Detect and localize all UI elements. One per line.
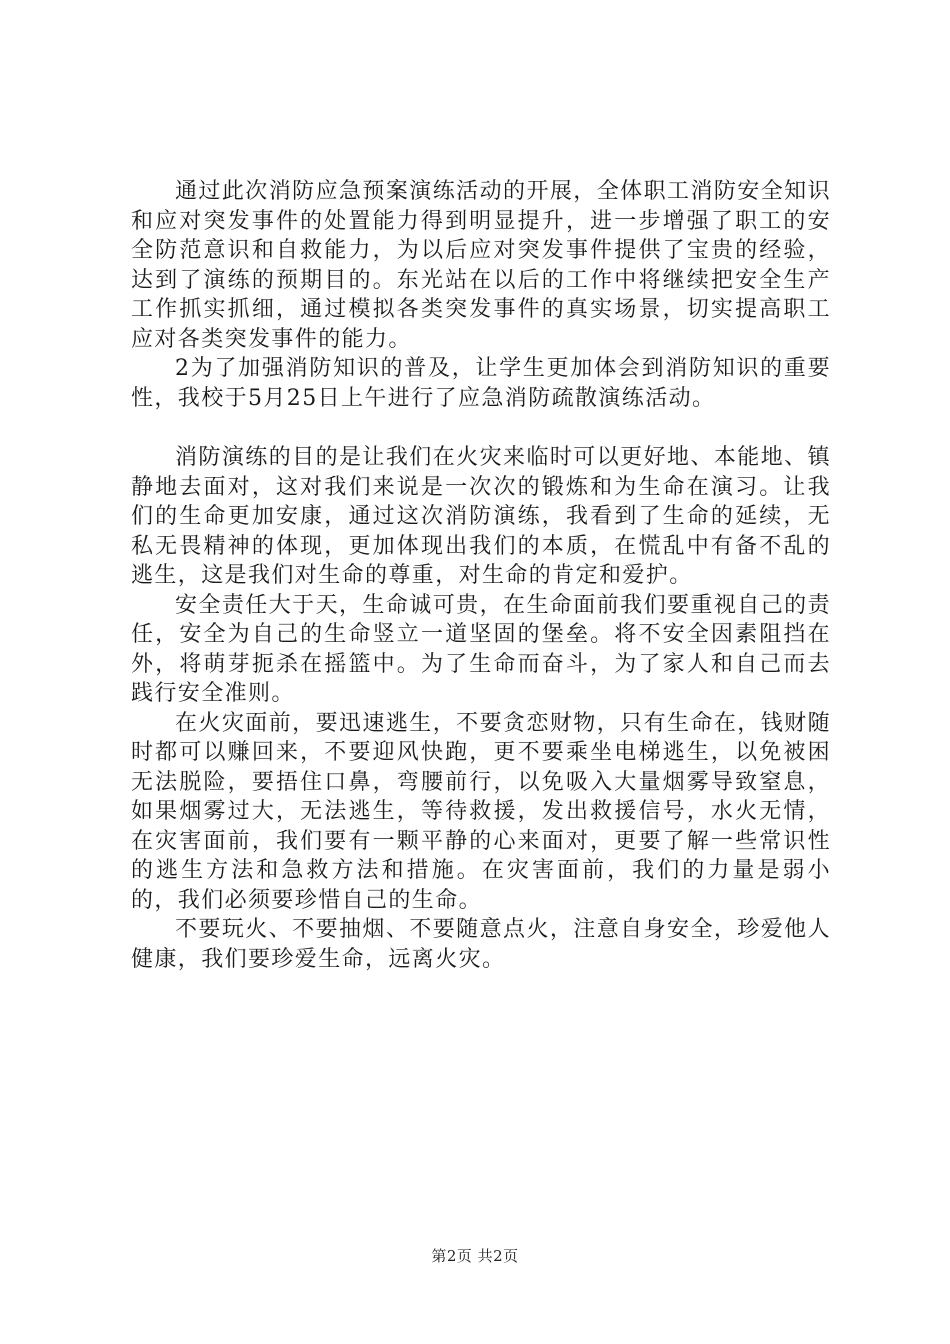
- paragraph: 安全责任大于天，生命诚可贵，在生命面前我们要重视自己的责任，安全为自己的生命竖立一道坚固的堡垒。将不安全因素阻挡在外，将萌芽扼杀在摇篮中。为了生命而奋斗，为了家人和自己而去践行安全准则。: [131, 592, 831, 706]
- paragraph-gap: [131, 413, 831, 443]
- page-footer: 第2页 共2页: [431, 1247, 519, 1265]
- document-body: [131, 177, 831, 974]
- paragraph: 不要玩火、不要抽烟、不要随意点火，注意自身安全，珍爱他人健康，我们要珍爱生命，远离火灾。: [131, 917, 831, 972]
- paragraph: 消防演练的目的是让我们在火灾来临时可以更好地、本能地、镇静地去面对，这对我们来说是一次次的锻炼和为生命在演习。让我们的生命更加安康，通过这次消防演练，我看到了生命的延续，无私无畏精神的体现，更加体现出我们的本质，在慌乱中有备不乱的逃生，这是我们对生命的尊重，对生命的肯定和爱护。: [131, 445, 831, 588]
- paragraph: 通过此次消防应急预案演练活动的开展，全体职工消防安全知识和应对突发事件的处置能力得到明显提升，进一步增强了职工的安全防范意识和自救能力，为以后应对突发事件提供了宝贵的经验，达到了演练的预期目的。东光站在以后的工作中将继续把安全生产工作抓实抓细，通过模拟各类突发事件的真实场景，切实提高职工应对各类突发事件的能力。: [131, 179, 831, 352]
- paragraph: 在火灾面前，要迅速逃生，不要贪恋财物，只有生命在，钱财随时都可以赚回来，不要迎风快跑，更不要乘坐电梯逃生，以免被困无法脱险，要捂住口鼻，弯腰前行，以免吸入大量烟雾导致窒息，如果烟雾过大，无法逃生，等待救援，发出救援信号，水火无情，在灾害面前，我们要有一颗平静的心来面对，更要了解一些常识性的逃生方法和急救方法和措施。在灾害面前，我们的力量是弱小的，我们必须要珍惜自己的生命。: [131, 710, 831, 913]
- paragraph: 2为了加强消防知识的普及，让学生更加体会到消防知识的重要性，我校于5月25日上午进行了应急消防疏散演练活动。: [131, 356, 831, 411]
